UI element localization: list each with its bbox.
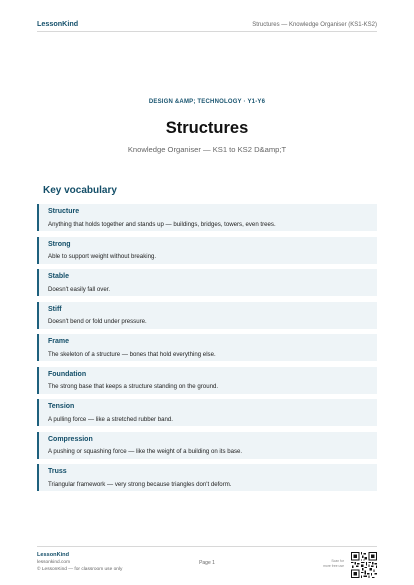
vocabulary-list [37,204,377,497]
qr-caption [323,559,344,568]
vocab-definition: Able to support weight without breaking. [48,253,157,260]
vocab-item-stiff [37,302,377,329]
vocab-definition: Doesn't easily fall over. [48,285,111,293]
vocab-definition: Doesn't bend or fold under pressure. [48,318,147,325]
subject-eyebrow: DESIGN &AMP; TECHNOLOGY · Y1-Y6 [148,99,266,105]
vocab-term: Stable [48,273,70,280]
page-number: Page 1 [199,560,215,566]
footer-site-link[interactable]: lessonkind.com [37,560,71,565]
vocab-item-strong [37,237,377,264]
vocab-term: Stiff [48,305,62,313]
vocab-item-foundation [37,367,377,394]
header-brand: LessonKind [37,19,79,28]
page-title: Structures [165,119,249,137]
qr-caption-line: more free use [323,563,344,568]
vocab-item-stable [37,269,377,296]
vocab-item-frame [37,334,377,361]
vocab-item-tension [37,399,377,426]
vocab-term: Compression [48,435,93,443]
section-heading-vocabulary: Key vocabulary [43,185,117,196]
page-subtitle: Knowledge Organiser — KS1 to KS2 D&amp;T [127,145,287,154]
page-footer [37,546,377,577]
vocab-term: Tension [48,403,75,410]
qr-caption-line: Scan for [331,559,344,563]
vocab-term: Strong [48,240,71,248]
page-header [37,14,377,32]
vocab-item-truss [37,464,377,491]
qr-code-icon [351,552,377,578]
footer-brand: LessonKind [37,552,70,558]
vocab-term: Frame [48,338,70,345]
vocab-definition: A pulling force — like a stretched rubber band. [48,415,173,423]
header-document-title: Structures — Knowledge Organiser (KS1-KS2) [252,22,377,28]
vocab-definition: The strong base that keeps a structure standing on the ground. [48,383,219,390]
vocab-definition: A pushing or squashing force — like the weight of a building on its base. [48,448,243,455]
vocab-item-structure [37,204,377,231]
vocab-definition: The skeleton of a structure — bones that hold everything else. [48,350,216,358]
vocab-item-compression [37,432,377,459]
footer-copyright: © LessonKind — for classroom use only [37,567,123,572]
vocab-term: Structure [48,208,80,215]
vocab-term: Foundation [48,370,87,378]
vocab-definition: Anything that holds together and stands up — buildings, bridges, towers, even trees. [48,220,276,228]
vocab-term: Truss [48,468,67,475]
vocab-definition: Triangular framework — very strong because triangles don't deform. [48,480,232,488]
